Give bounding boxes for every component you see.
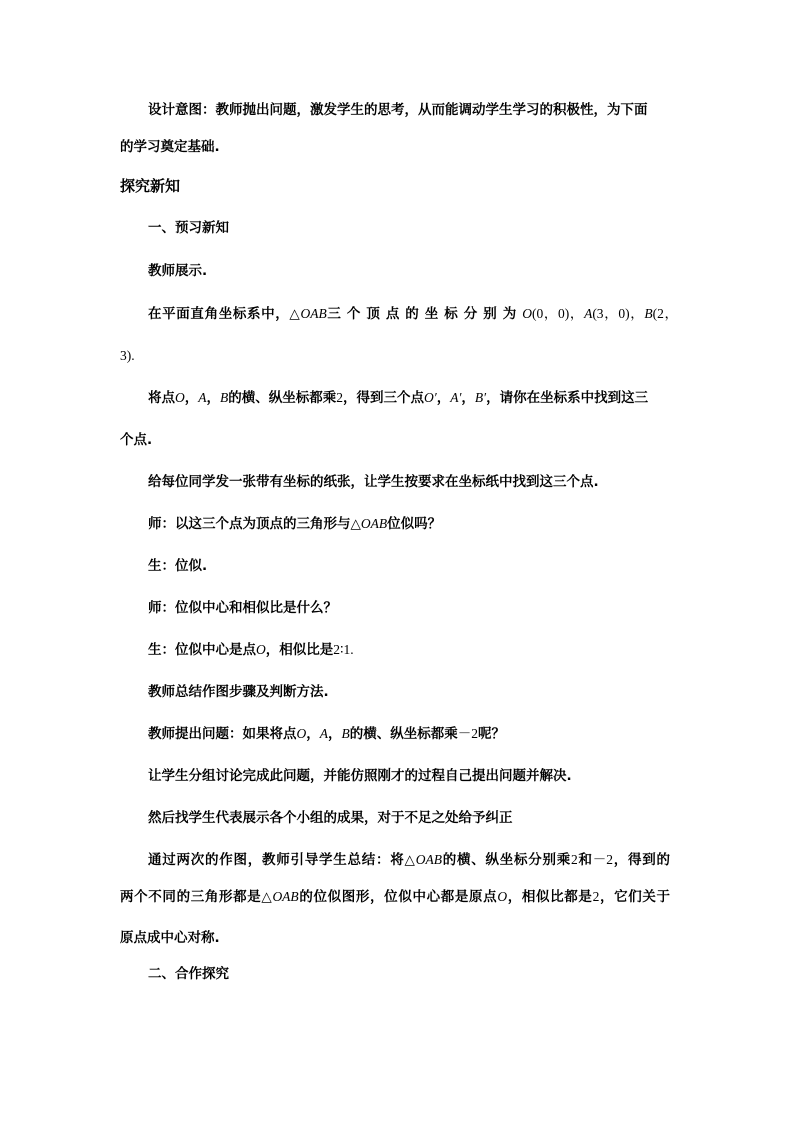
student-answer-similar: 生：位似. [148, 558, 208, 574]
subsection-heading-preview: 一、预习新知 [148, 220, 229, 236]
section-heading: 探究新知 [120, 177, 181, 195]
design-intent-line-2: 的学习奠定基础. [120, 139, 220, 155]
teacher-summary-steps: 教师总结作图步骤及判断方法. [148, 684, 329, 700]
teacher-question-similar: 师：以这三个点为顶点的三角形与△OAB位似吗？ [148, 516, 442, 532]
summary-line-3: 原点成中心对称. [120, 930, 220, 946]
student-representative-text: 然后找学生代表展示各个小组的成果，对于不足之处给予纠正 [148, 810, 513, 826]
teacher-question-negative: 教师提出问题：如果将点O，A，B的横、纵坐标都乘－2呢？ [148, 726, 505, 742]
teacher-question-center: 师：位似中心和相似比是什么？ [148, 600, 337, 616]
paragraph-coordinates-line-2: 3). [120, 348, 135, 363]
paragraph-scale-line-1: 将点O，A，B的横、纵坐标都乘2，得到三个点O′，A′，B′，请你在坐标系中找到这三 [148, 390, 649, 406]
student-answer-center: 生：位似中心是点O，相似比是2∶1. [148, 642, 354, 658]
paragraph-coordinates-line-1: 在平面直角坐标系中，△OAB三 个 顶 点 的 坐 标 分 别 为 O(0，0)，A(3，0)，B(2， [148, 306, 679, 322]
summary-line-1: 通过两次的作图，教师引导学生总结：将△OAB的横、纵坐标分别乘2和－2，得到的 [148, 852, 671, 868]
paragraph-paper-handout: 给每位同学发一张带有坐标的纸张，让学生按要求在坐标纸中找到这三个点. [148, 474, 599, 490]
summary-line-2: 两个不同的三角形都是△OAB的位似图形，位似中心都是原点O，相似比都是2，它们关于 [120, 889, 671, 905]
teacher-show-text: 教师展示. [148, 263, 208, 279]
subsection-heading-cooperative: 二、合作探究 [148, 966, 229, 982]
design-intent-line-1: 设计意图：教师抛出问题，激发学生的思考，从而能调动学生学习的积极性，为下面 [148, 102, 648, 118]
paragraph-scale-line-2: 个点. [120, 432, 153, 448]
group-discussion-text: 让学生分组讨论完成此问题，并能仿照刚才的过程自己提出问题并解决. [148, 768, 572, 784]
